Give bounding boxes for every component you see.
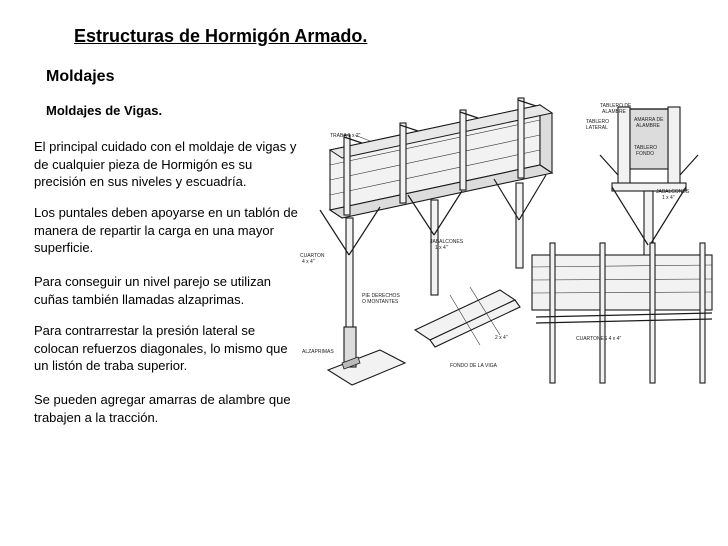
beam-elevation-drawing [532, 243, 712, 383]
label-cuartones: CUARTONES 4 x 4" [576, 336, 622, 342]
label-amarra: AMARRA DE [634, 117, 664, 123]
label-jabalcones-right-size: 1 x 4" [662, 195, 675, 201]
section-heading: Moldajes [46, 68, 115, 85]
label-o-montantes: O MONTANTES [362, 299, 399, 305]
label-tablero-lateral-2: LATERAL [586, 125, 608, 131]
paragraph-refuerzos: Para contrarrestar la presión lateral se colocan refuerzos diagonales, lo mismo que un listón de traba superior. [34, 323, 288, 373]
paragraph-alzaprimas: Para conseguir un nivel parejo se utilizan cuñas también llamadas alzaprimas. [34, 274, 272, 307]
label-tablero-alambre: TABLERO DE [600, 103, 632, 109]
label-tablero-fondo-2: FONDO [636, 151, 655, 157]
label-tablero-alambre-2: ALAMBRE [602, 109, 626, 115]
label-pie-derechos: PIE DERECHOS [362, 293, 400, 299]
label-tablero-fondo: TABLERO [634, 145, 657, 151]
label-cuarton-size: 4 x 4" [302, 259, 315, 265]
label-amarra-2: ALAMBRE [636, 123, 660, 129]
label-cuarton: CUARTON [300, 253, 325, 259]
paragraph-puntales: Los puntales deben apoyarse en un tablón de manera de repartir la carga en una mayor superficie. [34, 205, 298, 255]
formwork-illustration [300, 95, 720, 405]
label-jabalcones-right: JABALCONES [656, 189, 690, 195]
label-fondo-viga: FONDO DE LA VIGA [450, 363, 497, 369]
label-alzaprimas: ALZAPRIMAS [302, 349, 334, 355]
paragraph-amarras: Se pueden agregar amarras de alambre que trabajen a la tracción. [34, 392, 291, 425]
label-jabalcones: JABALCONES [430, 239, 464, 245]
label-jabalcones-size: 1 x 4" [435, 245, 448, 251]
page-title: Estructuras de Hormigón Armado. [74, 26, 368, 46]
paragraph-precision: El principal cuidado con el moldaje de vigas y de cualquier pieza de Hormigón es su precisión en sus niveles y escuadría. [34, 139, 297, 189]
subsection-heading: Moldajes de Vigas. [46, 103, 163, 118]
label-traba: TRABA 1 x 2" [330, 133, 361, 139]
label-2x4: 2 x 4" [495, 335, 508, 341]
label-tablero-lateral: TABLERO [586, 119, 609, 125]
